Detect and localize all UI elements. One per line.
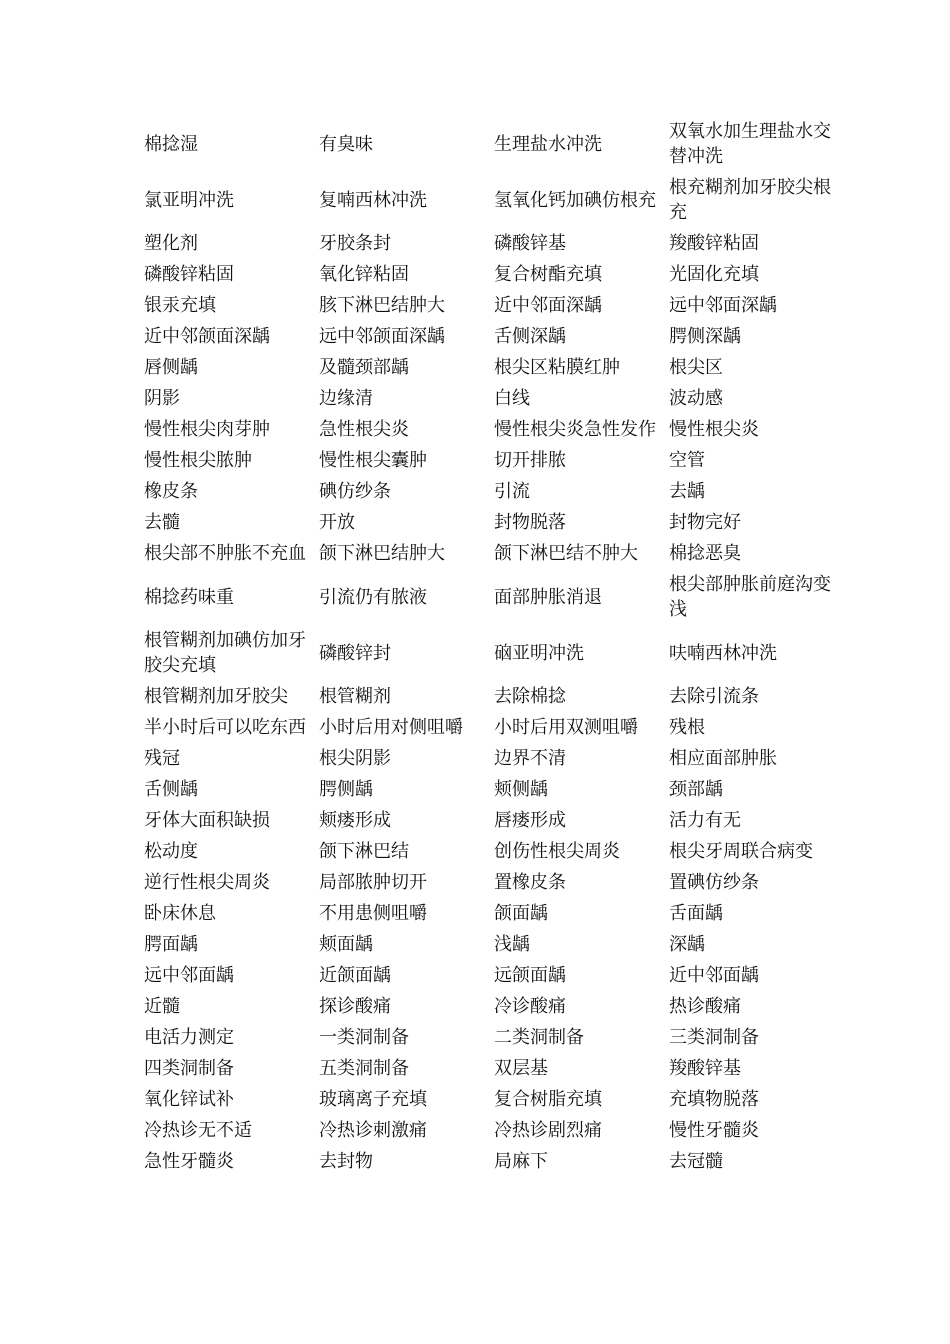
table-cell: 小时后用双测咀嚼	[494, 717, 638, 738]
table-cell: 近中邻面深龋	[494, 295, 602, 316]
table-cell: 卧床休息	[144, 903, 216, 924]
table-cell: 根管糊剂	[319, 686, 391, 707]
table-cell: 置碘仿纱条	[669, 872, 759, 893]
table-cell: 磷酸锌粘固	[144, 264, 234, 285]
table-cell: 相应面部肿胀	[669, 748, 777, 769]
table-row	[140, 507, 840, 538]
table-cell: 根管糊剂加碘仿加牙胶尖充填	[144, 630, 306, 676]
table-cell: 根尖区粘膜红肿	[494, 357, 620, 378]
table-row	[140, 352, 840, 383]
table-cell: 小时后用对侧咀嚼	[319, 717, 463, 738]
term-table-body	[140, 116, 840, 1177]
table-cell: 四类洞制备	[144, 1058, 234, 1079]
table-row	[140, 774, 840, 805]
table-cell: 阴影	[144, 388, 180, 409]
table-cell: 唇瘘形成	[494, 810, 566, 831]
table-cell: 颊面龋	[319, 934, 373, 955]
table-cell: 半小时后可以吃东西	[144, 717, 306, 738]
table-cell: 急性根尖炎	[319, 419, 409, 440]
table-cell: 电活力测定	[144, 1027, 234, 1048]
table-cell: 慢性根尖囊肿	[319, 450, 427, 471]
table-cell: 冷诊酸痛	[494, 996, 566, 1017]
table-cell: 牙体大面积缺损	[144, 810, 270, 831]
table-cell: 白线	[494, 388, 530, 409]
table-cell: 棉捻湿	[144, 133, 198, 155]
table-row	[140, 172, 840, 228]
table-cell: 银汞充填	[144, 295, 216, 316]
table-cell: 开放	[319, 512, 355, 533]
table-cell: 探诊酸痛	[319, 996, 391, 1017]
table-cell: 远中邻颌面深龋	[319, 326, 445, 347]
table-cell: 慢性根尖脓肿	[144, 450, 252, 471]
table-row	[140, 1115, 840, 1146]
table-row	[140, 712, 840, 743]
table-cell: 双层基	[494, 1058, 548, 1079]
table-row	[140, 569, 840, 625]
table-cell: 氯亚明冲洗	[144, 189, 234, 211]
table-cell: 远中邻面龋	[144, 965, 234, 986]
table-cell: 远中邻面深龋	[669, 295, 777, 316]
table-cell: 空管	[669, 450, 705, 471]
table-cell: 去除引流条	[669, 686, 759, 707]
table-cell: 玻璃离子充填	[319, 1089, 427, 1110]
table-cell: 冷热诊刺激痛	[319, 1120, 427, 1141]
table-cell: 边界不清	[494, 748, 566, 769]
table-row	[140, 414, 840, 445]
table-cell: 冷热诊无不适	[144, 1120, 252, 1141]
table-cell: 颌面龋	[494, 903, 548, 924]
table-cell: 局麻下	[494, 1151, 548, 1172]
table-cell: 松动度	[144, 841, 198, 862]
table-cell: 冷热诊剧烈痛	[494, 1120, 602, 1141]
table-cell: 胲下淋巴结肿大	[319, 295, 445, 316]
table-cell: 近髓	[144, 996, 180, 1017]
table-cell: 去封物	[319, 1151, 373, 1172]
table-row	[140, 836, 840, 867]
table-cell: 封物脱落	[494, 512, 566, 533]
term-table	[140, 116, 840, 1177]
table-cell: 置橡皮条	[494, 872, 566, 893]
table-cell: 热诊酸痛	[669, 996, 741, 1017]
table-row	[140, 383, 840, 414]
table-cell: 二类洞制备	[494, 1027, 584, 1048]
table-cell: 腭面龋	[144, 934, 198, 955]
table-cell: 创伤性根尖周炎	[494, 841, 620, 862]
table-row	[140, 1053, 840, 1084]
table-cell: 颌下淋巴结肿大	[319, 543, 445, 564]
table-row	[140, 476, 840, 507]
table-cell: 根管糊剂加牙胶尖	[144, 686, 288, 707]
table-row	[140, 290, 840, 321]
table-row	[140, 259, 840, 290]
table-cell: 颌下淋巴结	[319, 841, 409, 862]
table-row	[140, 1022, 840, 1053]
table-cell: 去龋	[669, 481, 705, 502]
table-cell: 近中邻颌面深龋	[144, 326, 270, 347]
table-cell: 不用患侧咀嚼	[319, 903, 427, 924]
table-cell: 残冠	[144, 748, 180, 769]
table-cell: 颊瘘形成	[319, 810, 391, 831]
table-cell: 羧酸锌粘固	[669, 233, 759, 254]
table-cell: 远颌面龋	[494, 965, 566, 986]
table-cell: 碘仿纱条	[319, 481, 391, 502]
table-row	[140, 681, 840, 712]
table-cell: 及髓颈部龋	[319, 357, 409, 378]
table-cell: 氧化锌粘固	[319, 264, 409, 285]
table-row	[140, 321, 840, 352]
table-cell: 浅龋	[494, 934, 530, 955]
table-cell: 去髓	[144, 512, 180, 533]
table-cell: 舌侧深龋	[494, 326, 566, 347]
table-cell: 引流	[494, 481, 530, 502]
table-cell: 面部肿胀消退	[494, 586, 602, 608]
table-cell: 硇亚明冲洗	[494, 642, 584, 664]
table-row	[140, 538, 840, 569]
table-cell: 慢性根尖肉芽肿	[144, 419, 270, 440]
table-cell: 逆行性根尖周炎	[144, 872, 270, 893]
table-row	[140, 228, 840, 259]
table-row	[140, 625, 840, 681]
table-cell: 双氧水加生理盐水交替冲洗	[669, 121, 831, 167]
table-cell: 橡皮条	[144, 481, 198, 502]
table-cell: 生理盐水冲洗	[494, 133, 602, 155]
table-row	[140, 116, 840, 172]
table-cell: 塑化剂	[144, 233, 198, 254]
table-row	[140, 1084, 840, 1115]
table-cell: 棉捻恶臭	[669, 543, 741, 564]
table-cell: 切开排脓	[494, 450, 566, 471]
table-row	[140, 960, 840, 991]
table-cell: 充填物脱落	[669, 1089, 759, 1110]
table-cell: 近中邻面龋	[669, 965, 759, 986]
table-cell: 五类洞制备	[319, 1058, 409, 1079]
table-cell: 光固化充填	[669, 264, 759, 285]
table-cell: 边缘清	[319, 388, 373, 409]
table-cell: 唇侧龋	[144, 357, 198, 378]
table-cell: 慢性根尖炎	[669, 419, 759, 440]
table-cell: 急性牙髓炎	[144, 1151, 234, 1172]
table-cell: 呋喃西林冲洗	[669, 642, 777, 664]
table-cell: 慢性牙髓炎	[669, 1120, 759, 1141]
table-cell: 腭侧龋	[319, 779, 373, 800]
table-cell: 根尖部肿胀前庭沟变浅	[669, 574, 831, 620]
table-cell: 颌下淋巴结不肿大	[494, 543, 638, 564]
table-cell: 磷酸锌基	[494, 233, 566, 254]
table-row	[140, 445, 840, 476]
table-cell: 根尖阴影	[319, 748, 391, 769]
table-cell: 磷酸锌封	[319, 642, 391, 664]
table-cell: 棉捻药味重	[144, 586, 234, 608]
table-cell: 根尖区	[669, 357, 723, 378]
table-cell: 慢性根尖炎急性发作	[494, 419, 656, 440]
table-cell: 近颌面龋	[319, 965, 391, 986]
table-cell: 根充糊剂加牙胶尖根充	[669, 177, 831, 223]
table-row	[140, 991, 840, 1022]
table-cell: 三类洞制备	[669, 1027, 759, 1048]
table-cell: 复喃西林冲洗	[319, 189, 427, 211]
table-cell: 去冠髓	[669, 1151, 723, 1172]
table-cell: 去除棉捻	[494, 686, 566, 707]
table-cell: 氧化锌试补	[144, 1089, 234, 1110]
table-cell: 深龋	[669, 934, 705, 955]
table-cell: 根尖部不肿胀不充血	[144, 543, 306, 564]
table-cell: 复合树脂充填	[494, 1089, 602, 1110]
table-cell: 颈部龋	[669, 779, 723, 800]
table-row	[140, 805, 840, 836]
table-row	[140, 1146, 840, 1177]
table-cell: 复合树酯充填	[494, 264, 602, 285]
table-cell: 羧酸锌基	[669, 1058, 741, 1079]
table-row	[140, 898, 840, 929]
table-cell: 舌侧龋	[144, 779, 198, 800]
table-cell: 氢氧化钙加碘仿根充	[494, 189, 656, 211]
table-cell: 波动感	[669, 388, 723, 409]
table-cell: 局部脓肿切开	[319, 872, 427, 893]
table-cell: 牙胶条封	[319, 233, 391, 254]
table-cell: 引流仍有脓液	[319, 586, 427, 608]
table-cell: 腭侧深龋	[669, 326, 741, 347]
table-row	[140, 867, 840, 898]
table-cell: 颊侧龋	[494, 779, 548, 800]
table-cell: 残根	[669, 717, 705, 738]
table-row	[140, 929, 840, 960]
table-cell: 一类洞制备	[319, 1027, 409, 1048]
table-cell: 封物完好	[669, 512, 741, 533]
table-row	[140, 743, 840, 774]
table-cell: 舌面龋	[669, 903, 723, 924]
table-cell: 有臭味	[319, 133, 373, 155]
table-cell: 根尖牙周联合病变	[669, 841, 813, 862]
table-cell: 活力有无	[669, 810, 741, 831]
